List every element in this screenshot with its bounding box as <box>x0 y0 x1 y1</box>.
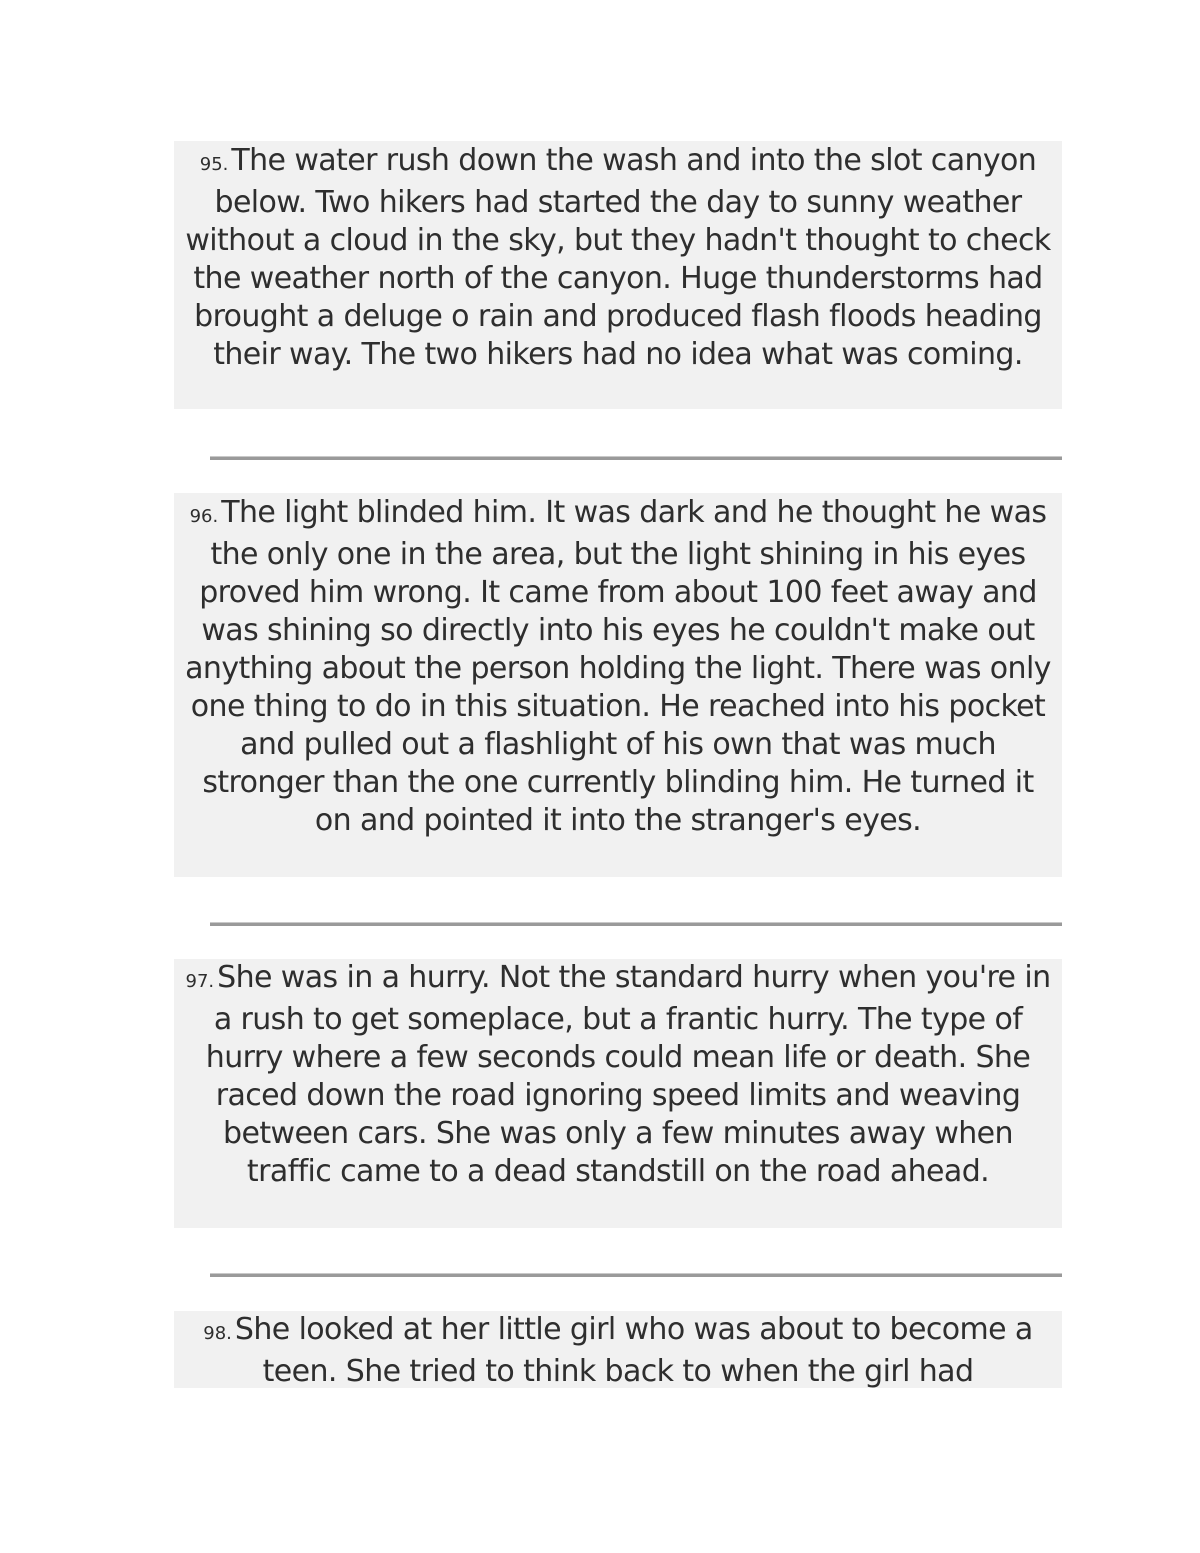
paragraph-number: 96. <box>189 506 219 527</box>
paragraph-number: 98. <box>203 1323 232 1344</box>
paragraph-block-97 <box>174 959 1062 1228</box>
paragraph-number: 95. <box>199 154 229 175</box>
paragraph-text: She looked at her little girl who was about to become a teen. She tried to think back to when the girl had <box>234 1312 1033 1388</box>
paragraph-block-95 <box>174 141 1062 409</box>
paragraph-text: The light blinded him. It was dark and he thought he was the only one in the area, but the light shining in his eyes proved him wrong. It came from about 100 feet away and was shining so directly into his eyes he couldn't make out anything about the person holding the light. There was only one thing to do in this situation. He reached into his pocket and pulled out a flashlight of his own that was much stronger than the one currently blinding him. He turned it on and pointed it into the stranger's eyes. <box>185 495 1051 838</box>
divider-line <box>210 922 1062 926</box>
paragraph-text: The water rush down the wash and into the slot canyon below. Two hikers had started the day to sunny weather without a cloud in the sky, but they hadn't thought to check the weather north of the canyon. Huge thunderstorms had brought a deluge o rain and produced flash floods heading their way. The two hikers had no idea what was coming. <box>185 143 1051 372</box>
paragraph-number: 97. <box>185 971 215 992</box>
paragraph-block-98 <box>174 1311 1062 1388</box>
divider-line <box>210 456 1062 460</box>
paragraph-text: She was in a hurry. Not the standard hurry when you're in a rush to get someplace, but a frantic hurry. The type of hurry where a few seconds could mean life or death. She raced down the road ignoring speed limits and weaving between cars. She was only a few minutes away when traffic came to a dead standstill on the road ahead. <box>205 960 1051 1189</box>
divider-line <box>210 1273 1062 1277</box>
paragraph-block-96 <box>174 493 1062 877</box>
